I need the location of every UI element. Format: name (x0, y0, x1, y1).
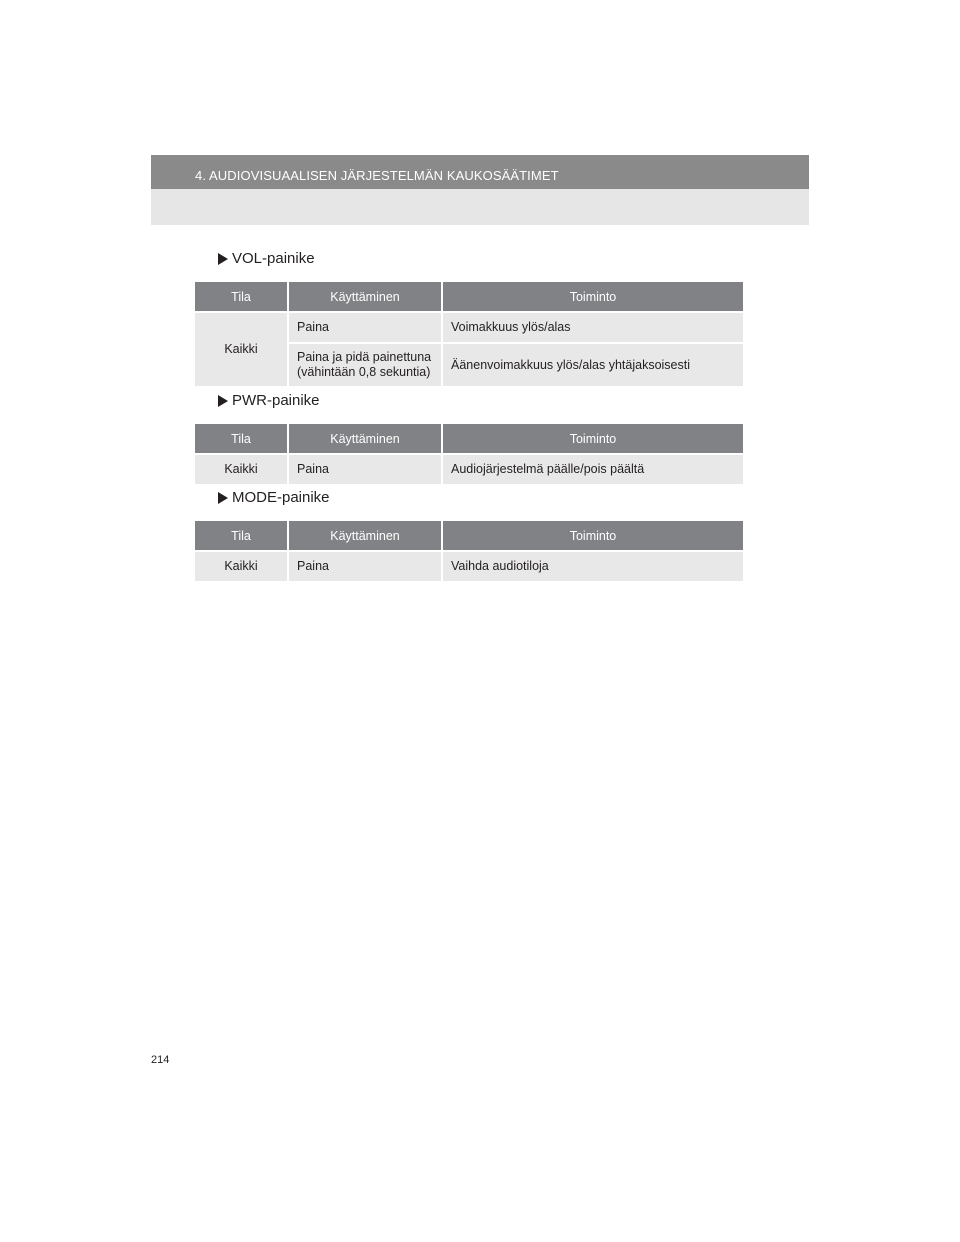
chapter-title: 4. AUDIOVISUAALISEN JÄRJESTELMÄN KAUKOSÄÄTIMET (195, 168, 559, 183)
function-cell: Vaihda audiotiloja (442, 551, 743, 581)
table-row (195, 551, 743, 581)
column-header-mode: Tila (195, 424, 288, 454)
table-header-row (195, 424, 743, 454)
mode-cell: Kaikki (195, 454, 288, 484)
column-header-operation: Käyttäminen (288, 424, 442, 454)
column-header-operation: Käyttäminen (288, 282, 442, 312)
column-header-mode: Tila (195, 282, 288, 312)
mode-cell: Kaikki (195, 551, 288, 581)
table-header-row (195, 521, 743, 551)
section-heading-text: MODE-painike (232, 489, 330, 506)
column-header-function: Toiminto (442, 521, 743, 551)
vol-button-table (195, 282, 743, 386)
operation-cell: Paina (288, 454, 442, 484)
triangle-bullet-icon (218, 253, 228, 265)
column-header-function: Toiminto (442, 282, 743, 312)
section-heading-vol (218, 250, 315, 267)
section-heading-pwr (218, 392, 320, 409)
operation-cell: Paina (288, 551, 442, 581)
function-cell: Äänenvoimakkuus ylös/alas yhtäjaksoisesti (442, 343, 743, 386)
operation-cell (288, 343, 442, 386)
operation-line: (vähintään 0,8 sekuntia) (297, 365, 431, 379)
mode-cell: Kaikki (195, 312, 288, 386)
operation-cell: Paina (288, 312, 442, 343)
column-header-operation: Käyttäminen (288, 521, 442, 551)
column-header-function: Toiminto (442, 424, 743, 454)
column-header-mode: Tila (195, 521, 288, 551)
mode-button-table (195, 521, 743, 581)
section-heading-text: PWR-painike (232, 392, 320, 409)
triangle-bullet-icon (218, 395, 228, 407)
page-number: 214 (151, 1054, 170, 1066)
triangle-bullet-icon (218, 492, 228, 504)
table-row (195, 312, 743, 343)
chapter-header-bar (151, 155, 809, 189)
function-cell: Audiojärjestelmä päälle/pois päältä (442, 454, 743, 484)
function-cell: Voimakkuus ylös/alas (442, 312, 743, 343)
pwr-button-table (195, 424, 743, 484)
section-heading-text: VOL-painike (232, 250, 315, 267)
section-heading-mode (218, 489, 330, 506)
operation-line: Paina ja pidä painettuna (297, 350, 432, 364)
table-header-row (195, 282, 743, 312)
table-row (195, 454, 743, 484)
chapter-header-band (151, 155, 809, 225)
